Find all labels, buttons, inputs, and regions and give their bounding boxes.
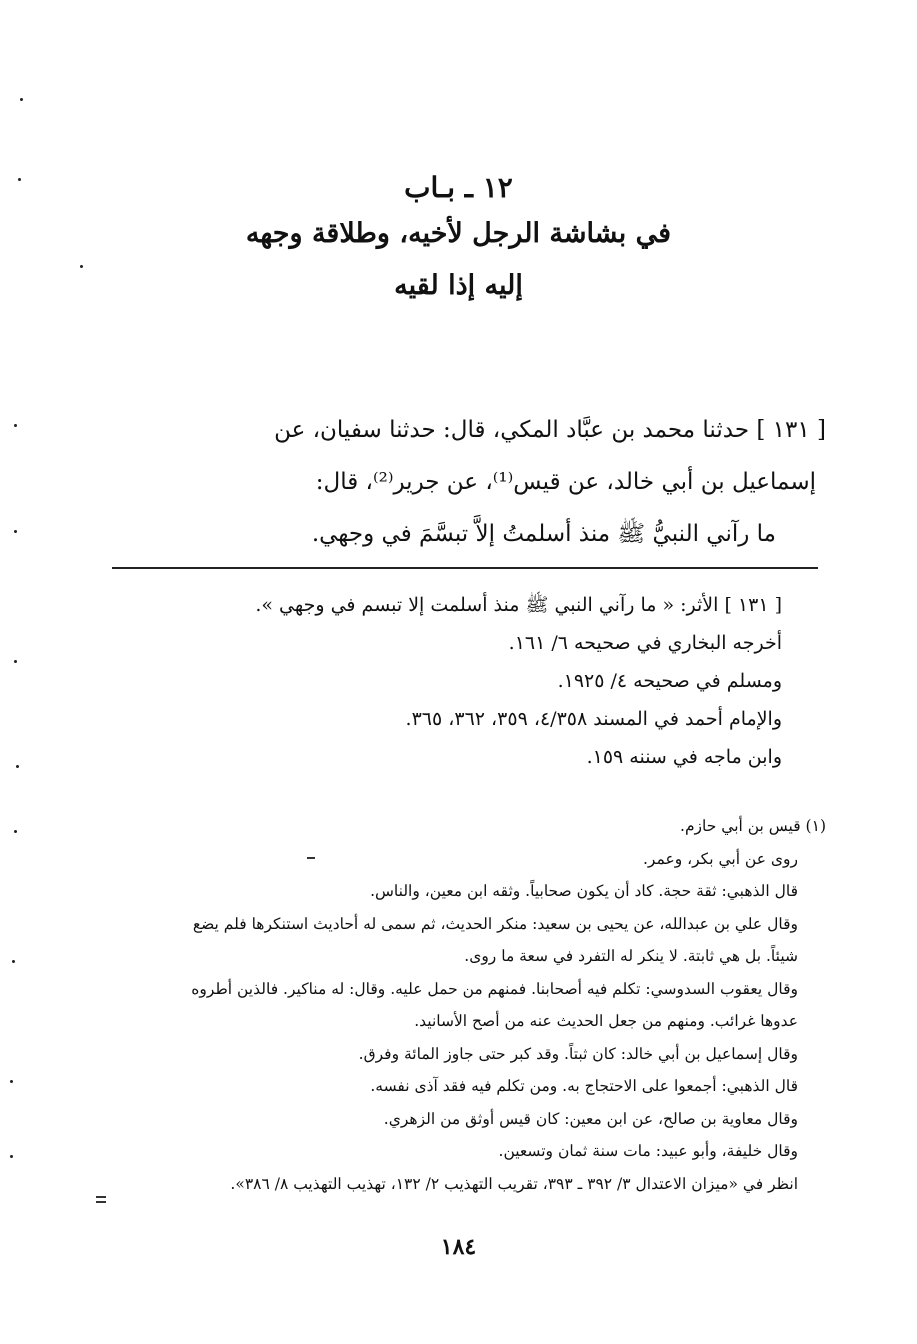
footnote-line: وقال يعقوب السدوسي: تكلم فيه أصحابنا. فمنهم من حمل عليه. وقال: له مناكير. فالذين أطروه — [191, 979, 798, 998]
scan-speck — [14, 830, 17, 833]
takhrij-line-4: والإمام أحمد في المسند ٤/٣٥٨، ٣٥٩، ٣٦٢، ٣٦٥. — [405, 708, 782, 730]
footnote-line: قال الذهبي: أجمعوا على الاحتجاج به. ومن تكلم فيه فقد آذى نفسه. — [370, 1077, 798, 1095]
footnote-line: انظر في «ميزان الاعتدال ٣/ ٣٩٢ ـ ٣٩٣، تقريب التهذيب ٢/ ١٣٢، تهذيب التهذيب ٨/ ٣٨٦». — [230, 1174, 798, 1193]
scan-speck — [14, 660, 17, 663]
takhrij-line-1: [ ١٣١ ] الأثر: « ما رآني النبي ﷺ منذ أسلمت إلا تبسم في وجهي ». — [255, 594, 782, 616]
scan-mark — [96, 1196, 106, 1198]
scan-speck — [20, 98, 23, 101]
takhrij-line-2: أخرجه البخاري في صحيحه ٦/ ١٦١. — [508, 632, 782, 654]
hadith-text — [100, 404, 826, 560]
footnote-line: وقال معاوية بن صالح، عن ابن معين: كان قيس أوثق من الزهري. — [383, 1109, 798, 1128]
hadith-line-3: ما رآني النبيُّ ﷺ منذ أسلمتُ إلاَّ تبسَّمَ في وجهي. — [311, 521, 776, 547]
narrator-footnotes — [112, 810, 826, 1200]
page-number: ١٨٤ — [440, 1234, 477, 1260]
footnote-line: شيئاً. بل هي ثابتة. لا ينكر له التفرد في سعة ما روى. — [464, 947, 798, 965]
footnote-line: (١) قيس بن أبي حازم. — [680, 817, 826, 835]
chapter-heading: ١٢ ـ بـاب — [404, 171, 513, 204]
scan-mark — [96, 1201, 106, 1203]
chapter-title-block — [0, 168, 917, 312]
footnote-line: وقال إسماعيل بن أبي خالد: كان ثبتاً. وقد كبر حتى جاوز المائة وفرق. — [358, 1044, 798, 1063]
takhrij-section — [200, 586, 782, 776]
chapter-title-line-2: إليه إذا لقيه — [394, 270, 523, 301]
footnote-line: قال الذهبي: ثقة حجة. كاد أن يكون صحابياً. وثقه ابن معين، والناس. — [370, 882, 798, 900]
takhrij-line-3: ومسلم في صحيحه ٤/ ١٩٢٥. — [557, 670, 782, 692]
scan-speck — [12, 960, 15, 963]
footnote-divider — [112, 567, 818, 569]
scan-speck — [14, 424, 17, 427]
scan-speck — [16, 765, 19, 768]
hadith-line-1: [ ١٣١ ] حدثنا محمد بن عبَّاد المكي، قال: حدثنا سفيان، عن — [274, 417, 826, 443]
scan-speck — [10, 1155, 13, 1158]
footnote-line: عدوها غرائب. ومنهم من جعل الحديث عنه من أصح الأسانيد. — [414, 1012, 798, 1030]
footnote-line: وقال خليفة، وأبو عبيد: مات سنة ثمان وتسعين. — [498, 1142, 798, 1160]
footnote-line: روى عن أبي بكر، وعمر. — [643, 849, 798, 868]
scan-speck — [10, 1080, 13, 1083]
hadith-line-2: إسماعيل بن أبي خالد، عن قيس⁽¹⁾، عن جرير⁽²⁾، قال: — [315, 469, 816, 495]
takhrij-line-5: وابن ماجه في سننه ١٥٩. — [586, 746, 782, 768]
footnote-line: وقال علي بن عبدالله، عن يحيى بن سعيد: منكر الحديث، ثم سمى له أحاديث استنكرها فلم يضع — [192, 914, 798, 933]
chapter-title-line-1: في بشاشة الرجل لأخيه، وطلاقة وجهه — [245, 218, 672, 249]
scan-speck — [14, 530, 17, 533]
